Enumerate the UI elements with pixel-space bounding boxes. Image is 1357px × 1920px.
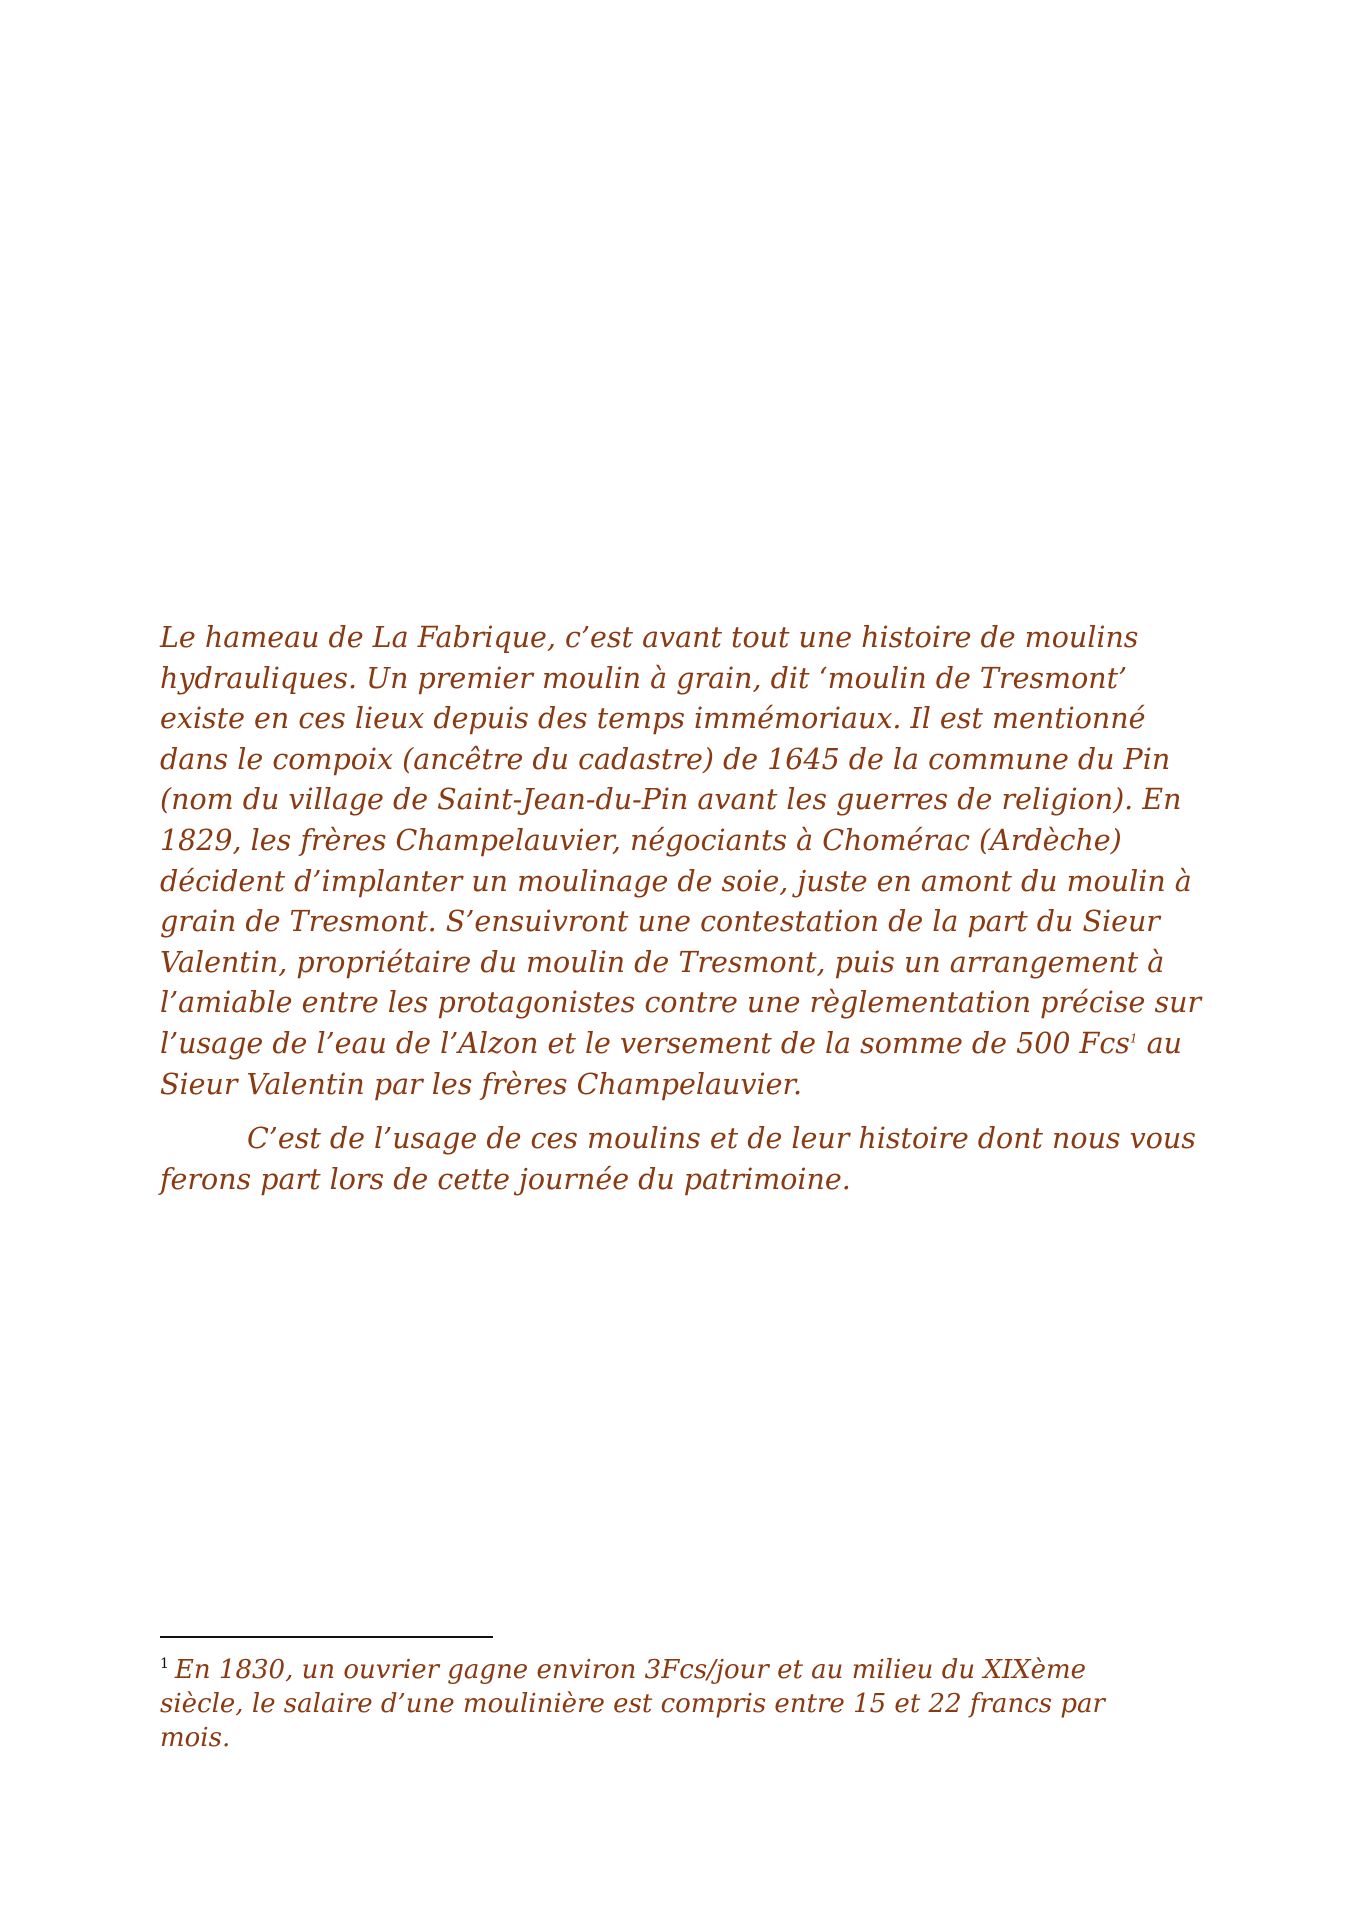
paragraph-2 <box>160 1119 1196 1200</box>
text-line: hydrauliques. Un premier moulin à grain, dit ‘moulin de Tresmont’ <box>160 661 1128 695</box>
text-line: l’amiable entre les protagonistes contre une règlementation précise sur <box>160 986 1202 1020</box>
footnote-separator <box>160 1636 493 1638</box>
text-line: grain de Tresmont. S’ensuivront une contestation de la part du Sieur <box>160 905 1160 939</box>
text-line: décident d’implanter un moulinage de soie, juste en amont du moulin à <box>160 864 1192 898</box>
text-segment: au <box>1137 1026 1182 1060</box>
text-line: Le hameau de La Fabrique, c’est avant tout une histoire de moulins <box>160 621 1139 654</box>
paragraph-1 <box>160 618 1202 1105</box>
text-line: ferons part lors de cette journée du patrimoine. <box>160 1162 851 1196</box>
footnote-line: mois. <box>160 1723 231 1753</box>
text-line: C’est de l’usage de ces moulins et de leur histoire dont nous vous <box>247 1122 1196 1156</box>
text-line: dans le compoix (ancêtre du cadastre) de 1645 de la commune du Pin <box>160 742 1171 776</box>
text-line: (nom du village de Saint-Jean-du-Pin avant les guerres de religion). En <box>160 783 1182 817</box>
text-segment: En 1830, un ouvrier gagne environ 3Fcs/jour et au milieu du XIXème <box>174 1655 1087 1685</box>
text-line-with-footnote-ref <box>160 1024 1182 1065</box>
main-text <box>160 618 1202 1200</box>
footnote <box>160 1653 1170 1755</box>
footnote-line: siècle, le salaire d’une moulinière est compris entre 15 et 22 francs par <box>160 1689 1105 1719</box>
text-line: existe en ces lieux depuis des temps immémoriaux. Il est mentionné <box>160 702 1146 736</box>
text-line: Sieur Valentin par les frères Champelauvier. <box>160 1067 803 1101</box>
text-line: 1829, les frères Champelauvier, négociants à Chomérac (Ardèche) <box>160 823 1122 857</box>
text-segment: l’usage de l’eau de l’Alzon et le versement de la somme de 500 Fcs <box>160 1026 1130 1060</box>
footnote-number: 1 <box>160 1656 169 1673</box>
text-line: Valentin, propriétaire du moulin de Tresmont, puis un arrangement à <box>160 945 1165 979</box>
footnote-reference[interactable]: 1 <box>1129 1031 1138 1046</box>
footnote-line <box>160 1653 1170 1687</box>
